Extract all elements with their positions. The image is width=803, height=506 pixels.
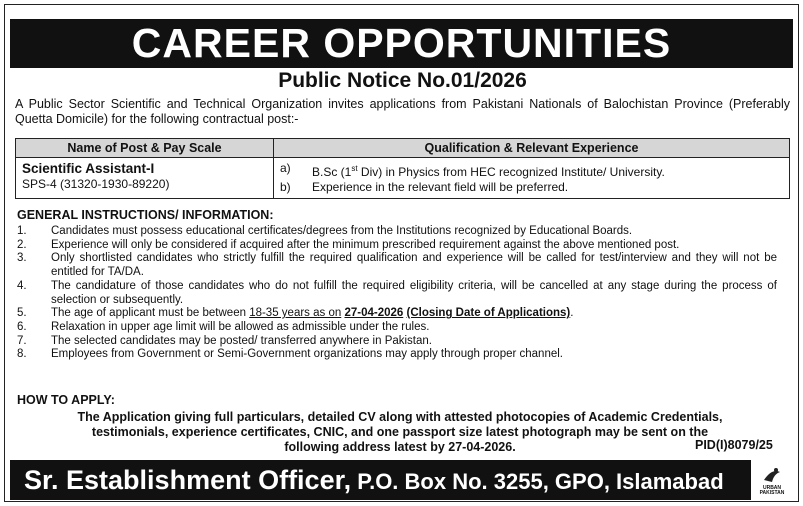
list-item: 2. Experience will only be considered if acquired after the minimum prescribed requirement against the above mentioned post. <box>17 238 680 251</box>
qualification-text: Experience in the relevant field will be preferred. <box>312 180 569 194</box>
intro-paragraph: A Public Sector Scientific and Technical Organization invites applications from Pakistani Nationals of Balochistan Province (Preferably Quetta Domicile) for the following contractual post:- <box>15 97 790 126</box>
footer-address-bar <box>10 460 751 500</box>
list-item: 6. Relaxation in upper age limit will be allowed as admissible under the rules. <box>17 320 430 333</box>
table-header-post: Name of Post & Pay Scale <box>16 139 274 158</box>
table-header-qualification: Qualification & Relevant Experience <box>274 139 790 158</box>
list-item: 5. The age of applicant must be between 18-35 years as on 27-04-2026 (Closing Date of Applications). <box>17 307 574 320</box>
organization-logo <box>753 462 791 500</box>
footer-address: P.O. Box No. 3255, GPO, Islamabad <box>351 469 724 494</box>
pay-scale: SPS-4 (31320-1930-89220) <box>22 177 170 191</box>
qualification-mark: b) <box>280 180 291 194</box>
qualification-cell <box>274 158 790 199</box>
table-header-row <box>16 139 790 158</box>
qualification-mark: a) <box>280 161 291 175</box>
list-item: 8. Employees from Government or Semi-Government organizations may apply through proper channel. <box>17 348 563 361</box>
list-item: 4. The candidature of those candidates who do not fulfill the required eligibility criteria, will be cancelled at any stage during the process of selection or subsequently. <box>17 279 777 306</box>
footer-title: Sr. Establishment Officer, <box>24 465 352 495</box>
list-item: 1. Candidates must possess educational certificates/degrees from the Institutions recognized by Educational Boards. <box>17 225 633 237</box>
pid-number: PID(I)8079/25 <box>695 438 773 452</box>
notice-page <box>4 4 799 502</box>
logo-icon <box>760 466 784 486</box>
qualification-item <box>280 161 783 180</box>
notice-subtitle: Public Notice No.01/2026 <box>278 69 527 92</box>
notice-title: CAREER OPPORTUNITIES <box>10 19 793 68</box>
post-cell <box>16 158 274 199</box>
apply-text: The Application giving full particulars, detailed CV along with attested photocopies of Academic Credentials, testimonials, experience certificates, CNIC, and one passport size latest photograph may be sent on the following address latest by 27-04-2026. <box>77 410 723 454</box>
list-item: 3. Only shortlisted candidates who strictly fulfill the required qualification and experience will be called for test/interview and they will not be entitled for TA/DA. <box>17 252 777 279</box>
post-name: Scientific Assistant-I <box>22 161 155 176</box>
posts-table <box>15 138 790 199</box>
table-row <box>16 158 790 199</box>
qualification-item <box>280 180 783 195</box>
logo-text: URBAN PAKISTAN <box>759 485 785 496</box>
apply-heading: HOW TO APPLY: <box>17 393 115 407</box>
qualification-text: B.Sc (1st Div) in Physics from HEC recognized Institute/ University. <box>312 164 665 179</box>
instructions-list <box>17 225 777 362</box>
instructions-heading: GENERAL INSTRUCTIONS/ INFORMATION: <box>17 208 274 222</box>
list-item: 7. The selected candidates may be posted/ transferred anywhere in Pakistan. <box>17 334 432 347</box>
